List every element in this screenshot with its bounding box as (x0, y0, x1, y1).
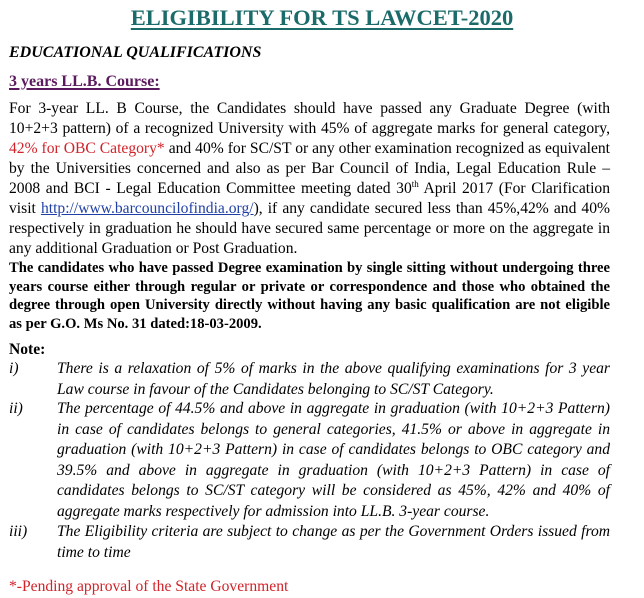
paragraph-text-3: April 2017 (For Clarification visit (9, 180, 610, 217)
page-title-text: ELIGIBILITY FOR TS LAWCET-2020 (130, 5, 514, 30)
note-heading: Note: (9, 341, 46, 358)
ordinal-superscript: th (411, 178, 419, 189)
note-item (9, 522, 610, 563)
page-title (0, 4, 644, 32)
obc-highlight: 42% for OBC Category* (9, 140, 165, 157)
note-text: There is a relaxation of 5% of marks in the above qualifying examinations for 3 year Law course in favour of the Candidates belonging to SC/ST Category. (57, 360, 610, 398)
note-text: The percentage of 44.5% and above in aggregate in graduation (with 10+2+3 Pattern) in case of candidates belongs to general categories, 41.5% or above in aggregate in graduation (with 10+2+3 Pattern) in case of candidates belongs to OBC category and 39.5% and above in aggregate in graduation (with 10+2+3 Pattern) in case of candidates belongs to SC/ST category will be considered as 45%, 42% and 40% of aggregate marks respectively for admission into LL.B. 3-year course. (57, 400, 610, 520)
note-text: The Eligibility criteria are subject to change as per the Government Orders issued from time to time (57, 523, 610, 561)
footnote: *-Pending approval of the State Government (9, 578, 289, 595)
note-number: iii) (9, 523, 28, 540)
note-item (9, 399, 610, 522)
paragraph-text-4: ), if any candidate secured less than 45%,42% and 40% respectively in graduation he should have secured same percentage or more on the aggregate in any additional Graduation or Post Graduation. (9, 200, 611, 257)
ineligibility-paragraph: The candidates who have passed Degree examination by single sitting without undergoing three years course either through regular or private or correspondence and those who obtained the degree through open University directly without having any basic qualification are not eligible as per G.O. Ms No. 31 dated:18-03-2009. (9, 260, 610, 332)
note-item (9, 359, 610, 400)
note-number: i) (9, 360, 19, 377)
paragraph-text-1: For 3-year LL. B Course, the Candidates should have passed any Graduate Degree (with 10+2+3 pattern) of a recognized University with 45% of aggregate marks for general category, (9, 100, 610, 137)
eligibility-paragraph (9, 99, 610, 259)
course-heading: 3 years LL.B. Course: (9, 73, 160, 90)
paragraph-text-2: and 40% for SC/ST or any other examination recognized as equivalent by the Universities concerned and also as per Bar Council of India, Legal Education Rule – 2008 and BCI - Legal Education Committee meeting dated 30 (9, 140, 610, 197)
bar-council-link[interactable]: http://www.barcouncilofindia.org/ (40, 200, 254, 217)
section-heading: EDUCATIONAL QUALIFICATIONS (9, 44, 262, 61)
note-number: ii) (9, 400, 23, 417)
